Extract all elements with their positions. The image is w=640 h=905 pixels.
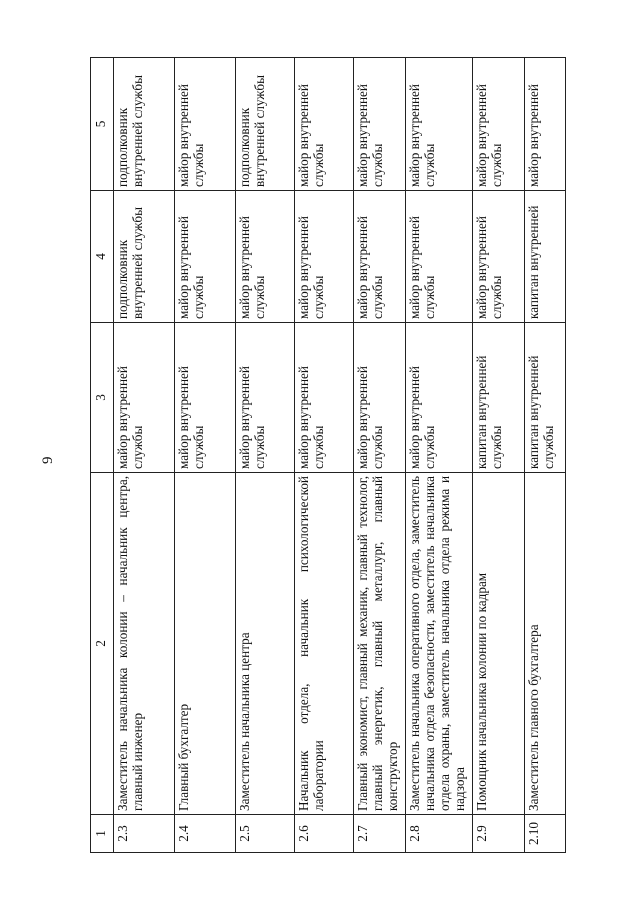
table-row bbox=[175, 58, 236, 853]
rank-col5: майор внутренней службы bbox=[354, 58, 406, 191]
rank-col3: майор внутренней службы bbox=[354, 323, 406, 473]
rank-col4: майор внутренней службы bbox=[473, 191, 525, 323]
table-row bbox=[406, 58, 473, 853]
rank-col4: майор внутренней службы bbox=[295, 191, 354, 323]
rank-col5: майор внутренней службы bbox=[406, 58, 473, 191]
rank-col5: майор внутренней службы bbox=[175, 58, 236, 191]
position-title: Главный экономист, главный механик, главный технолог, главный энергетик, главный металлург, главный конструктор bbox=[354, 473, 406, 815]
rank-col4: майор внутренней службы bbox=[354, 191, 406, 323]
rotated-table-container bbox=[90, 58, 565, 853]
row-number: 2.7 bbox=[354, 815, 406, 853]
rank-col4: майор внутренней службы bbox=[236, 191, 295, 323]
row-number: 2.4 bbox=[175, 815, 236, 853]
row-number: 2.6 bbox=[295, 815, 354, 853]
header-cell-4: 4 bbox=[91, 191, 114, 323]
position-title: Заместитель начальника центра bbox=[236, 473, 295, 815]
header-cell-1: 1 bbox=[91, 815, 114, 853]
header-cell-2: 2 bbox=[91, 473, 114, 815]
rank-col3: майор внутренней службы bbox=[175, 323, 236, 473]
table-row bbox=[295, 58, 354, 853]
rank-col4: майор внутренней службы bbox=[406, 191, 473, 323]
position-title: Помощник начальника колонии по кадрам bbox=[473, 473, 525, 815]
positions-table bbox=[90, 57, 566, 853]
row-number: 2.8 bbox=[406, 815, 473, 853]
row-number: 2.5 bbox=[236, 815, 295, 853]
rank-col5: майор внутренней службы bbox=[473, 58, 525, 191]
rank-col3: майор внутренней службы bbox=[295, 323, 354, 473]
rank-col3: майор внутренней службы bbox=[114, 323, 175, 473]
rank-col4: майор внутренней службы bbox=[175, 191, 236, 323]
row-number: 2.3 bbox=[114, 815, 175, 853]
table-row bbox=[114, 58, 175, 853]
rank-col3: майор внутренней службы bbox=[406, 323, 473, 473]
header-cell-5: 5 bbox=[91, 58, 114, 191]
position-title: Заместитель начальника оперативного отдела, заместитель начальника отдела безопасности, заместитель начальника отдела охраны, заместитель начальника отдела режима и надзора bbox=[406, 473, 473, 815]
table-row bbox=[473, 58, 525, 853]
rank-col4: капитан внутренней bbox=[525, 191, 566, 323]
position-title: Главный бухгалтер bbox=[175, 473, 236, 815]
table-row bbox=[354, 58, 406, 853]
rank-col3: майор внутренней службы bbox=[236, 323, 295, 473]
rank-col4: подполковник внутренней службы bbox=[114, 191, 175, 323]
rank-col5: подполковник внутренней службы bbox=[236, 58, 295, 191]
rank-col5: майор внутренней службы bbox=[295, 58, 354, 191]
rank-col5: подполковник внутренней службы bbox=[114, 58, 175, 191]
position-title: Заместитель начальника колонии – начальник центра, главный инженер bbox=[114, 473, 175, 815]
rank-col3: капитан внутренней службы bbox=[525, 323, 566, 473]
position-title: Начальник отдела, начальник психологической лаборатории bbox=[295, 473, 354, 815]
table-row bbox=[525, 58, 566, 853]
row-number: 2.9 bbox=[473, 815, 525, 853]
header-cell-3: 3 bbox=[91, 323, 114, 473]
page-number: 9 bbox=[40, 456, 56, 464]
row-number: 2.10 bbox=[525, 815, 566, 853]
rank-col3: капитан внутренней службы bbox=[473, 323, 525, 473]
rank-col5: майор внутренней bbox=[525, 58, 566, 191]
table-row bbox=[236, 58, 295, 853]
position-title: Заместитель главного бухгалтера bbox=[525, 473, 566, 815]
header-row bbox=[91, 58, 114, 853]
